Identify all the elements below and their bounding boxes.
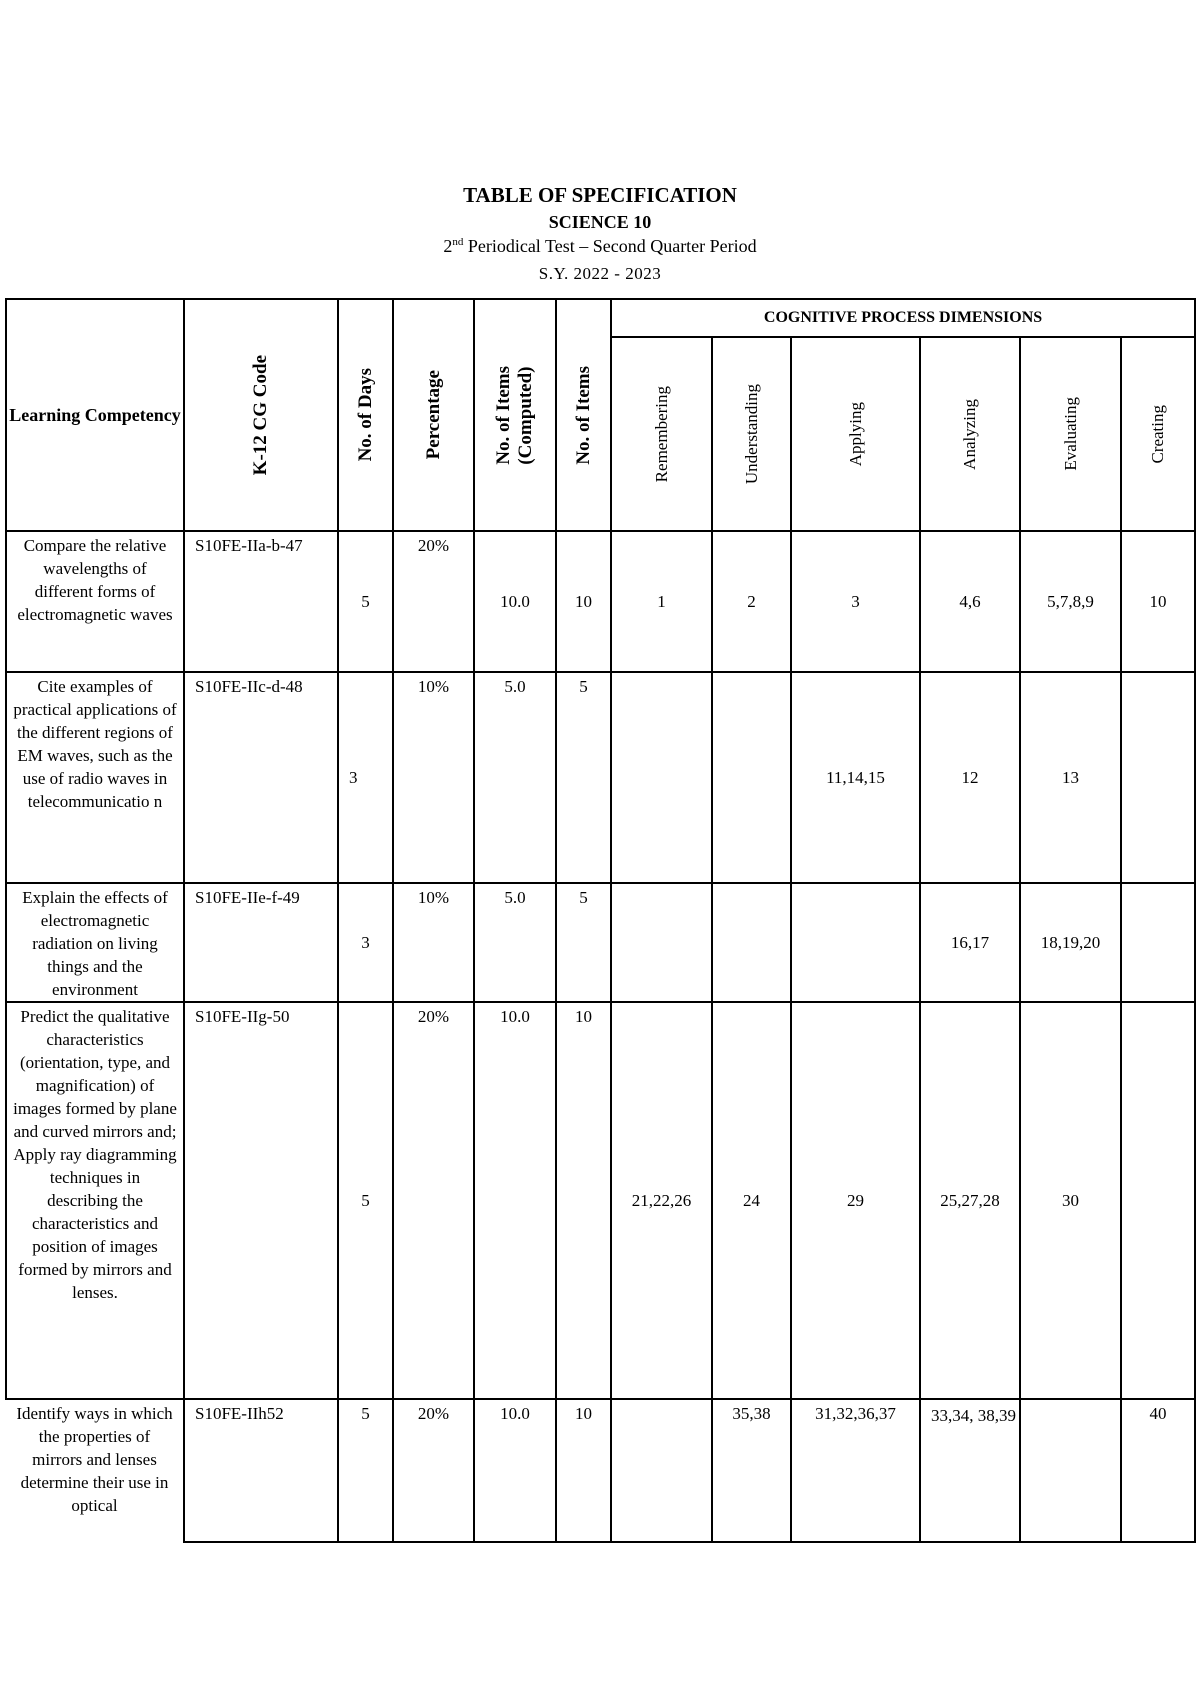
competency-cell: Identify ways in which the properties of mirrors and lenses determine their use in optical	[6, 1399, 184, 1542]
percentage-cell: 20%	[393, 1002, 474, 1399]
applying-cell: 29	[791, 1002, 920, 1399]
creating-cell	[1121, 672, 1195, 883]
items-computed-cell: 5.0	[474, 672, 556, 883]
test-title-rest: Periodical Test – Second Quarter Period	[463, 236, 757, 256]
items-computed-cell: 10.0	[474, 1002, 556, 1399]
understanding-cell: 35,38	[712, 1399, 791, 1542]
header-row-1	[6, 299, 1195, 337]
understanding-cell	[712, 672, 791, 883]
applying-cell	[791, 883, 920, 1002]
col-items: No. of Items	[556, 299, 611, 531]
remembering-cell: 1	[611, 531, 712, 672]
analyzing-cell: 16,17	[920, 883, 1020, 1002]
analyzing-cell: 12	[920, 672, 1020, 883]
col-evaluating: Evaluating	[1020, 337, 1121, 531]
evaluating-cell: 5,7,8,9	[1020, 531, 1121, 672]
table-row	[6, 1002, 1195, 1399]
school-year: S.Y. 2022 - 2023	[538, 264, 662, 283]
cg-code-cell: S10FE-IIe-f-49	[184, 883, 338, 1002]
days-cell: 3	[338, 672, 393, 883]
test-title	[0, 236, 1200, 257]
col-cg-code: K-12 CG Code	[184, 299, 338, 531]
evaluating-cell	[1020, 1399, 1121, 1542]
evaluating-cell: 13	[1020, 672, 1121, 883]
remembering-cell	[611, 1399, 712, 1542]
applying-cell: 11,14,15	[791, 672, 920, 883]
competency-cell: Compare the relative wavelengths of different forms of electromagnetic waves	[6, 531, 184, 672]
col-creating: Creating	[1121, 337, 1195, 531]
understanding-cell	[712, 883, 791, 1002]
items-cell: 5	[556, 883, 611, 1002]
applying-cell: 3	[791, 531, 920, 672]
percentage-cell: 20%	[393, 531, 474, 672]
remembering-cell	[611, 883, 712, 1002]
days-cell: 5	[338, 531, 393, 672]
test-ordinal: 2	[443, 236, 453, 256]
subject-title: SCIENCE 10	[548, 212, 652, 232]
items-cell: 10	[556, 1399, 611, 1542]
items-computed-cell: 5.0	[474, 883, 556, 1002]
test-ordinal-suffix: nd	[452, 236, 464, 248]
days-cell: 5	[338, 1002, 393, 1399]
creating-cell: 40	[1121, 1399, 1195, 1542]
evaluating-cell: 18,19,20	[1020, 883, 1121, 1002]
understanding-cell: 2	[712, 531, 791, 672]
remembering-cell	[611, 672, 712, 883]
creating-cell: 10	[1121, 531, 1195, 672]
competency-cell: Explain the effects of electromagnetic radiation on living things and the environment	[6, 883, 184, 1002]
days-cell: 3	[338, 883, 393, 1002]
col-remembering: Remembering	[611, 337, 712, 531]
understanding-cell: 24	[712, 1002, 791, 1399]
competency-cell: Cite examples of practical applications of the different regions of EM waves, such as the use of radio waves in telecommunicatio n	[6, 672, 184, 883]
items-computed-cell: 10.0	[474, 531, 556, 672]
col-items-computed: No. of Items (Computed)	[474, 299, 556, 531]
remembering-cell: 21,22,26	[611, 1002, 712, 1399]
items-cell: 10	[556, 1002, 611, 1399]
days-cell: 5	[338, 1399, 393, 1542]
analyzing-cell: 25,27,28	[920, 1002, 1020, 1399]
cg-code-cell: S10FE-IIh52	[184, 1399, 338, 1542]
document-title: TABLE OF SPECIFICATION	[463, 183, 737, 207]
items-cell: 10	[556, 531, 611, 672]
percentage-cell: 10%	[393, 883, 474, 1002]
creating-cell	[1121, 1002, 1195, 1399]
col-analyzing: Analyzing	[920, 337, 1020, 531]
cg-code-cell: S10FE-IIa-b-47	[184, 531, 338, 672]
col-understanding: Understanding	[712, 337, 791, 531]
specification-table	[5, 298, 1196, 1543]
col-learning-competency: Learning Competency	[6, 299, 184, 531]
analyzing-cell: 4,6	[920, 531, 1020, 672]
creating-cell	[1121, 883, 1195, 1002]
items-cell: 5	[556, 672, 611, 883]
applying-cell: 31,32,36,37	[791, 1399, 920, 1542]
table-row	[6, 1399, 1195, 1542]
items-computed-cell: 10.0	[474, 1399, 556, 1542]
col-percentage: Percentage	[393, 299, 474, 531]
analyzing-cell: 33,34, 38,39	[920, 1399, 1020, 1542]
table-row	[6, 531, 1195, 672]
cognitive-process-header: COGNITIVE PROCESS DIMENSIONS	[611, 299, 1195, 337]
evaluating-cell: 30	[1020, 1002, 1121, 1399]
cg-code-cell: S10FE-IIc-d-48	[184, 672, 338, 883]
table-row	[6, 672, 1195, 883]
percentage-cell: 20%	[393, 1399, 474, 1542]
percentage-cell: 10%	[393, 672, 474, 883]
competency-cell: Predict the qualitative characteristics (orientation, type, and magnification) of images formed by plane and curved mirrors and; Apply ray diagramming techniques in describing the characteristics and position of images formed by mirrors and lenses.	[6, 1002, 184, 1399]
cg-code-cell: S10FE-IIg-50	[184, 1002, 338, 1399]
col-applying: Applying	[791, 337, 920, 531]
col-days: No. of Days	[338, 299, 393, 531]
table-row	[6, 883, 1195, 1002]
